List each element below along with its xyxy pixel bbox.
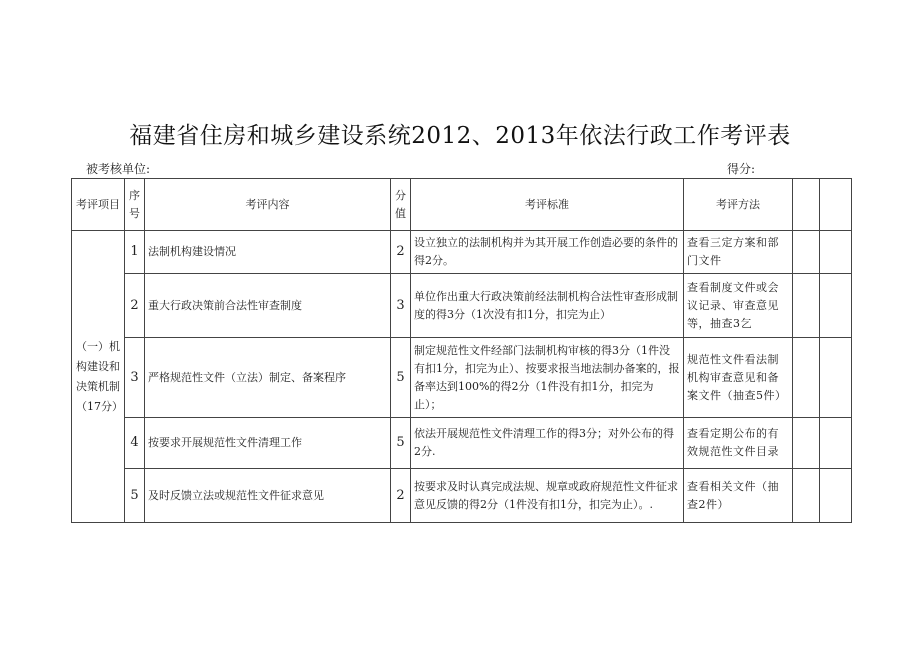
row-seq: 3: [125, 338, 145, 418]
row-standard: 依法开展规范性文件清理工作的得3分；对外公布的得2分.: [411, 418, 684, 469]
row-content: 严格规范性文件（立法）制定、备案程序: [145, 338, 391, 418]
row-blank-2: [820, 338, 852, 418]
row-content: 法制机构建设情况: [145, 231, 391, 274]
table-row: [72, 469, 852, 523]
table-row: [72, 231, 852, 274]
row-blank-2: [820, 418, 852, 469]
row-points: 3: [391, 274, 411, 338]
row-standard: 单位作出重大行政决策前经法制机构合法性审查形成制度的得3分（1次没有扣1分，扣完为止）: [411, 274, 684, 338]
row-method: 规范性文件看法制机构审查意见和备案文件（抽查5件）: [684, 338, 793, 418]
row-blank-1: [793, 418, 820, 469]
header-standard: 考评标准: [411, 179, 684, 231]
row-blank-2: [820, 274, 852, 338]
row-method: 查看相关文件（抽查2件）: [684, 469, 793, 523]
page-title: 福建省住房和城乡建设系统2012、2013年依法行政工作考评表: [129, 123, 791, 149]
table-row: [72, 418, 852, 469]
row-method: 查看三定方案和部门文件: [684, 231, 793, 274]
row-blank-1: [793, 231, 820, 274]
header-item: 考评项目: [72, 179, 125, 231]
header-points: 分值: [391, 179, 411, 231]
row-seq: 1: [125, 231, 145, 274]
row-points: 2: [391, 469, 411, 523]
row-content: 及时反馈立法或规范性文件征求意见: [145, 469, 391, 523]
row-points: 5: [391, 338, 411, 418]
header-content: 考评内容: [145, 179, 391, 231]
row-standard: 按要求及时认真完成法规、规章或政府规范性文件征求意见反馈的得2分（1件没有扣1分，扣完为止）。.: [411, 469, 684, 523]
header-row: [72, 179, 852, 231]
header-blank-1: [793, 179, 820, 231]
row-content: 按要求开展规范性文件清理工作: [145, 418, 391, 469]
header-blank-2: [820, 179, 852, 231]
score-label: 得分:: [727, 162, 756, 176]
row-blank-1: [793, 274, 820, 338]
table-row: [72, 274, 852, 338]
row-blank-2: [820, 469, 852, 523]
row-blank-1: [793, 469, 820, 523]
row-standard: 设立独立的法制机构并为其开展工作创造必要的条件的得2分。: [411, 231, 684, 274]
row-seq: 5: [125, 469, 145, 523]
row-seq: 4: [125, 418, 145, 469]
row-method: 查看制度文件或会议记录、审查意见等，抽查3乞: [684, 274, 793, 338]
table-row: [72, 338, 852, 418]
assessed-unit-label: 被考核单位:: [86, 162, 151, 176]
row-method: 查看定期公布的有效规范性文件目录: [684, 418, 793, 469]
evaluation-table: [71, 178, 852, 523]
category-cell: （一）机构建设和决策机制（17分）: [72, 231, 125, 523]
row-points: 2: [391, 231, 411, 274]
header-seq: 序号: [125, 179, 145, 231]
row-content: 重大行政决策前合法性审查制度: [145, 274, 391, 338]
row-blank-1: [793, 338, 820, 418]
header-method: 考评方法: [684, 179, 793, 231]
row-seq: 2: [125, 274, 145, 338]
row-points: 5: [391, 418, 411, 469]
row-blank-2: [820, 231, 852, 274]
row-standard: 制定规范性文件经部门法制机构审核的得3分（1件没有扣1分，扣完为止）、按要求报当地法制办备案的，报备率达到100%的得2分（1件没有扣1分，扣完为止）；: [411, 338, 684, 418]
